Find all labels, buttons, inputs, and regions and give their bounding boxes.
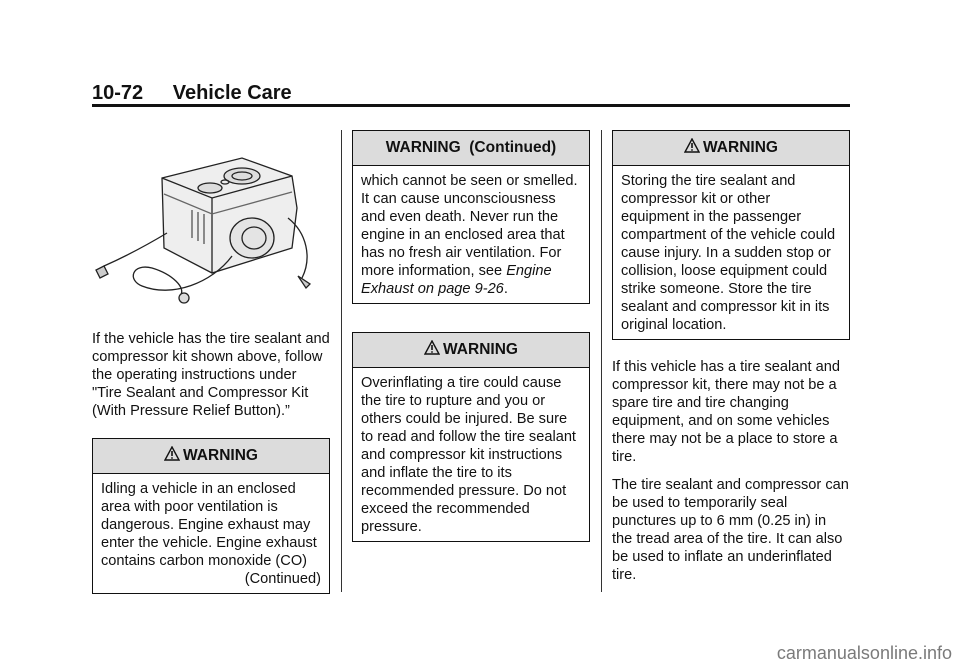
- warning-body-text: which cannot be seen or smelled. It can cause unconsciousness and even death. Never run the engine in an enclosed area that has no fresh air ventilation. For more information, see: [361, 173, 578, 279]
- header-rule: [92, 104, 850, 107]
- warning-header: [353, 333, 589, 368]
- warning-text: [93, 474, 329, 593]
- section-title: Vehicle Care: [172, 82, 292, 104]
- warning-triangle-icon: [424, 335, 440, 369]
- tire-compressor-illustration: [92, 138, 330, 316]
- warning-title: WARNING: [183, 447, 258, 464]
- intro-paragraph: If the vehicle has the tire sealant and compressor kit shown above, follow the operating instructions under "Tire Sealant and Compressor Kit (With Pressure Relief Button).”: [92, 331, 330, 419]
- warning-header: WARNING (Continued): [353, 131, 589, 166]
- page-number: 10-72: [92, 82, 144, 104]
- paragraph-spare-tire: If this vehicle has a tire sealant and compressor kit, there may not be a spare tire and tire changing equipment, and on some vehicles there may not be a place to store a tire.: [612, 359, 840, 465]
- watermark: carmanualsonline.info: [776, 643, 952, 663]
- column-3: [612, 130, 850, 584]
- warning-body-text: Idling a vehicle in an enclosed area with poor ventilation is dangerous. Engine exhaust may enter the vehicle. Engine exhaust contains carbon monoxide (CO): [101, 481, 317, 569]
- warning-header: [93, 439, 329, 474]
- warning-box-2: [352, 332, 590, 542]
- warning-triangle-icon: [164, 441, 180, 475]
- tire-compressor-icon: [92, 138, 330, 316]
- warning-body-text: Overinflating a tire could cause the tire to rupture and you or others could be injured. Be sure to read and follow the tire sealant and compressor kit instructions and inflate the tire to its recommended pressure. Do not exceed the recommended pressure.: [361, 375, 576, 535]
- column-divider-1: [341, 130, 342, 592]
- warning-box-1: [92, 438, 330, 594]
- warning-header: [613, 131, 849, 166]
- warning-box-continued: [352, 130, 590, 304]
- paragraph-sealant-usage: The tire sealant and compressor can be used to temporarily seal punctures up to 6 mm (0.25 in) in the tread area of the tire. It can also be used to inflate an underinflated tire.: [612, 477, 849, 583]
- warning-text: [353, 166, 589, 303]
- warning-title: WARNING: [443, 341, 518, 358]
- column-divider-2: [601, 130, 602, 592]
- warning-title: WARNING: [703, 139, 778, 156]
- cross-reference-link[interactable]: Engine Exhaust on page 9-26: [361, 263, 552, 297]
- warning-body-text: Storing the tire sealant and compressor kit or other equipment in the passenger compartment of the vehicle could cause injury. In a sudden stop or collision, loose equipment could strike someone. Store the tire sealant and compressor kit in its original location.: [621, 173, 836, 333]
- sentence-end: .: [503, 281, 508, 297]
- column-2: [352, 130, 590, 542]
- column-1: [92, 130, 330, 594]
- page-header: [92, 82, 292, 105]
- warning-box-3: [612, 130, 850, 340]
- warning-triangle-icon: [684, 133, 700, 167]
- continued-label: (Continued): [244, 571, 321, 587]
